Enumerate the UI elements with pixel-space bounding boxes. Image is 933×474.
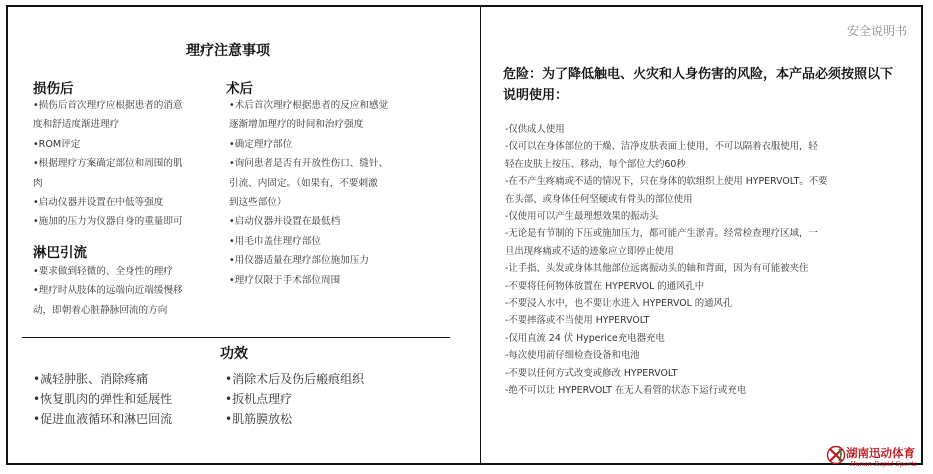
safety-item: -仅使用可以产生最理想效果的振动头 bbox=[505, 211, 659, 223]
list-item: •损伤后首次理疗应根据患者的消意 bbox=[33, 100, 183, 111]
safety-item: -仅可以在身体部位的干燥、洁净皮肤表面上使用，不可以隔着衣服使用，轻 bbox=[505, 141, 818, 153]
efficacy-list-1 bbox=[33, 369, 172, 429]
safety-item: 在头部、或身体任何坚硬或有骨头的部位使用 bbox=[505, 193, 693, 205]
list-item: •施加的压力为仪器自身的重量即可 bbox=[33, 216, 183, 228]
postop-heading: 术后 bbox=[226, 81, 253, 97]
injury-heading: 损伤后 bbox=[33, 81, 74, 97]
brand-logo bbox=[826, 442, 930, 472]
efficacy-title: 功效 bbox=[220, 346, 248, 362]
safety-item: -仅供成人使用 bbox=[505, 124, 565, 135]
efficacy-item: •促进血液循环和淋巴回流 bbox=[33, 412, 173, 426]
list-item: 到这些部位） bbox=[229, 197, 287, 209]
list-item: 度和舒适度渐进理疗 bbox=[33, 119, 120, 131]
list-item: •用毛巾盖住理疗部位 bbox=[229, 235, 322, 247]
safety-item: -绝不可以让 HYPERVOLT 在无人看管的状态下运行或充电 bbox=[505, 385, 747, 397]
manual-label: 安全说明书 bbox=[846, 24, 907, 38]
list-item: •确定理疗部位 bbox=[229, 138, 293, 150]
injury-list bbox=[33, 96, 183, 232]
column-divider bbox=[480, 5, 481, 465]
safety-item: -不要将任何物体放置在 HYPERVOL 的通风孔中 bbox=[505, 280, 705, 292]
list-item: 动，即朝着心脏静脉回流的方向 bbox=[33, 304, 168, 316]
warning-text: 危险：为了降低触电、火灾和人身伤害的风险，本产品必须按照以下说明使用： bbox=[503, 67, 894, 103]
logo-name-en: Hunan Rapid Sports bbox=[850, 460, 918, 468]
safety-item: -仅用直流 24 伏 Hyperice充电器充电 bbox=[505, 332, 665, 344]
section-divider bbox=[22, 337, 450, 338]
list-item: 肉 bbox=[33, 177, 43, 189]
safety-item: 轻在皮肤上按压、移动，每个部位大约60秒 bbox=[505, 158, 686, 170]
list-item: •启动仪器并设置在最低档 bbox=[229, 216, 341, 228]
safety-item: -在不产生疼痛或不适的情况下，只在身体的软组织上使用 HYPERVOLT。不要 bbox=[505, 176, 828, 188]
lymph-list bbox=[33, 262, 183, 320]
efficacy-list-2 bbox=[225, 369, 364, 429]
safety-item: -无论是有节制的下压或施加压力，都可能产生淤青。经常检查理疗区域，一 bbox=[505, 228, 818, 240]
postop-list bbox=[229, 96, 388, 290]
list-item: •用仪器适量在理疗部位施加压力 bbox=[229, 255, 369, 267]
logo-name-cn: 湖南迅动体育 bbox=[846, 446, 915, 460]
efficacy-item: •减轻肿胀、消除疼痛 bbox=[33, 372, 149, 386]
safety-list bbox=[505, 121, 828, 400]
safety-item: -不要摔落或不当使用 HYPERVOLT bbox=[505, 315, 650, 327]
list-item: •询问患者是否有开放性伤口、缝针、 bbox=[229, 158, 389, 170]
list-item: •ROM评定 bbox=[33, 138, 81, 150]
efficacy-item: •扳机点理疗 bbox=[225, 392, 293, 406]
list-item: •术后首次理疗根据患者的反应和感觉 bbox=[229, 100, 389, 111]
list-item: 逐渐增加理疗的时间和治疗强度 bbox=[229, 119, 364, 131]
efficacy-item: •肌筋膜放松 bbox=[225, 412, 293, 426]
efficacy-item: •恢复肌肉的弹性和延展性 bbox=[33, 392, 173, 406]
list-item: •根据理疗方案确定部位和周围的肌 bbox=[33, 158, 183, 170]
safety-item: 旦出现疼痛或不适的迹象应立即停止使用 bbox=[505, 245, 674, 257]
safety-item: -让手指、头发或身体其他部位远离振动头的轴和背面，因为有可能被夹住 bbox=[505, 263, 809, 275]
list-item: •要求做到轻微的、全身性的理疗 bbox=[33, 266, 173, 277]
list-item: •启动仪器并设置在中低等强度 bbox=[33, 197, 164, 209]
list-item: 引流、内固定。（如果有，不要刺激 bbox=[229, 177, 378, 189]
lymph-heading: 淋巴引流 bbox=[33, 245, 87, 261]
therapy-notes-title: 理疗注意事项 bbox=[186, 43, 270, 59]
safety-item: -不要浸入水中，也不要让水进入 HYPERVOL 的通风孔 bbox=[505, 298, 733, 310]
list-item: •理疗时从肢体的远端向近端缓慢移 bbox=[33, 285, 183, 297]
safety-item: -不要以任何方式改变或修改 HYPERVOLT bbox=[505, 367, 678, 379]
list-item: •理疗仅限于手术部位周围 bbox=[229, 274, 341, 286]
runner-logo-icon bbox=[826, 445, 846, 465]
safety-item: -每次使用前仔细检查设备和电池 bbox=[505, 350, 640, 362]
efficacy-item: •消除术后及伤后瘢痕组织 bbox=[225, 372, 365, 386]
